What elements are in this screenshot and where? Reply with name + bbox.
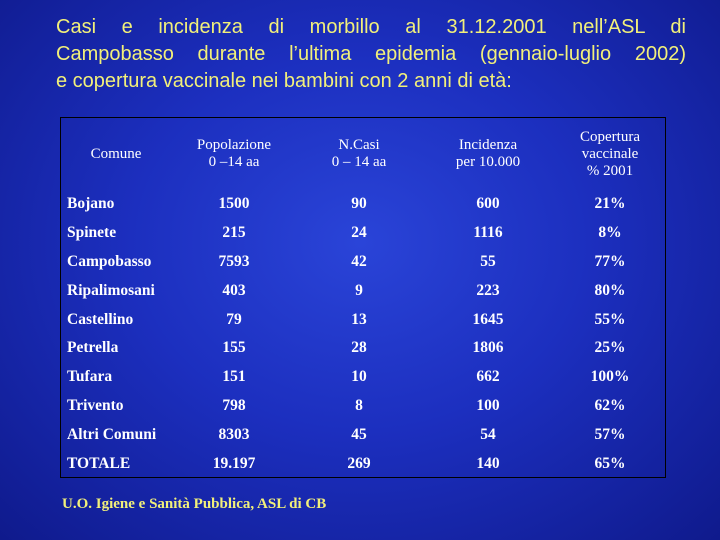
table-header-row xyxy=(61,118,665,190)
cell-incidenza: 1806 xyxy=(472,339,504,357)
cell-incidenza: 140 xyxy=(476,454,500,472)
cell-casi: 8 xyxy=(355,396,363,414)
header-copertura-line: Copertura xyxy=(580,128,640,145)
table-row xyxy=(61,420,665,449)
cell-comune: Campobasso xyxy=(67,252,152,270)
measles-data-table xyxy=(61,118,665,478)
header-casi-line: N.Casi xyxy=(338,137,380,153)
header-popolazione-line: 0 –14 aa xyxy=(208,154,260,170)
table-row xyxy=(61,276,665,305)
cell-copertura: 8% xyxy=(598,224,622,242)
header-casi-line: 0 – 14 aa xyxy=(331,154,387,170)
cell-popolazione: 151 xyxy=(222,368,246,386)
header-incidenza xyxy=(421,118,555,190)
cell-comune: Bojano xyxy=(67,195,115,213)
cell-copertura: 21% xyxy=(594,195,626,213)
table-body xyxy=(61,190,665,478)
cell-copertura: 57% xyxy=(594,425,626,443)
cell-popolazione: 155 xyxy=(222,339,246,357)
header-incidenza-line: Incidenza xyxy=(458,137,518,153)
cell-casi: 42 xyxy=(351,252,367,270)
cell-copertura: 55% xyxy=(594,310,626,328)
cell-comune: Spinete xyxy=(67,224,117,242)
table-row xyxy=(61,363,665,392)
cell-popolazione: 798 xyxy=(222,396,246,414)
cell-comune: Altri Comuni xyxy=(67,425,157,443)
cell-popolazione: 79 xyxy=(226,310,242,328)
cell-incidenza: 55 xyxy=(480,252,496,270)
cell-incidenza: 1645 xyxy=(472,310,504,328)
header-comune-line: Comune xyxy=(90,145,142,162)
cell-copertura: 100% xyxy=(590,368,630,386)
cell-comune: Ripalimosani xyxy=(67,281,155,299)
header-copertura xyxy=(555,118,665,190)
cell-comune: Petrella xyxy=(67,339,119,357)
header-copertura-line: vaccinale xyxy=(581,145,639,162)
table-row xyxy=(61,449,665,478)
title-line-2: Campobasso durante l’ultima epidemia (gennaio-luglio 2002) xyxy=(56,43,686,65)
table-row xyxy=(61,190,665,219)
header-incidenza-line: per 10.000 xyxy=(455,154,521,170)
cell-incidenza: 54 xyxy=(480,425,496,443)
header-popolazione-line: Popolazione xyxy=(196,137,272,153)
header-comune xyxy=(61,118,171,190)
cell-popolazione: 7593 xyxy=(218,252,250,270)
header-casi xyxy=(297,118,421,190)
cell-casi: 10 xyxy=(351,368,367,386)
cell-incidenza: 100 xyxy=(476,396,500,414)
title-line-3: e copertura vaccinale nei bambini con 2 anni di età: xyxy=(56,70,512,92)
table-row xyxy=(61,334,665,363)
cell-casi: 45 xyxy=(351,425,367,443)
cell-popolazione: 403 xyxy=(222,281,246,299)
cell-copertura: 62% xyxy=(594,396,626,414)
header-copertura-line: % 2001 xyxy=(586,162,634,179)
cell-comune: Tufara xyxy=(67,368,113,386)
cell-copertura: 65% xyxy=(594,454,626,472)
header-popolazione xyxy=(171,118,297,190)
cell-incidenza: 1116 xyxy=(473,224,503,242)
cell-copertura: 25% xyxy=(594,339,626,357)
cell-comune: Castellino xyxy=(67,310,134,328)
cell-comune: TOTALE xyxy=(67,454,131,472)
cell-casi: 28 xyxy=(351,339,367,357)
cell-casi: 13 xyxy=(351,310,367,328)
table-row xyxy=(61,219,665,248)
table-row xyxy=(61,305,665,334)
cell-casi: 9 xyxy=(355,281,363,299)
cell-copertura: 77% xyxy=(594,252,626,270)
cell-popolazione: 215 xyxy=(222,224,246,242)
cell-incidenza: 600 xyxy=(476,195,500,213)
slide-title xyxy=(56,14,686,95)
cell-popolazione: 8303 xyxy=(218,425,250,443)
title-line-1: Casi e incidenza di morbillo al 31.12.2001 nell’ASL di xyxy=(56,16,686,38)
table-row xyxy=(61,248,665,277)
cell-copertura: 80% xyxy=(594,281,626,299)
cell-popolazione: 1500 xyxy=(218,195,250,213)
cell-casi: 269 xyxy=(347,454,371,472)
cell-casi: 90 xyxy=(351,195,367,213)
cell-incidenza: 662 xyxy=(476,368,500,386)
cell-popolazione: 19.197 xyxy=(212,454,256,472)
cell-casi: 24 xyxy=(351,224,367,242)
cell-comune: Trivento xyxy=(67,396,124,414)
table-row xyxy=(61,392,665,421)
cell-incidenza: 223 xyxy=(476,281,500,299)
source-footer: U.O. Igiene e Sanità Pubblica, ASL di CB xyxy=(62,496,327,512)
